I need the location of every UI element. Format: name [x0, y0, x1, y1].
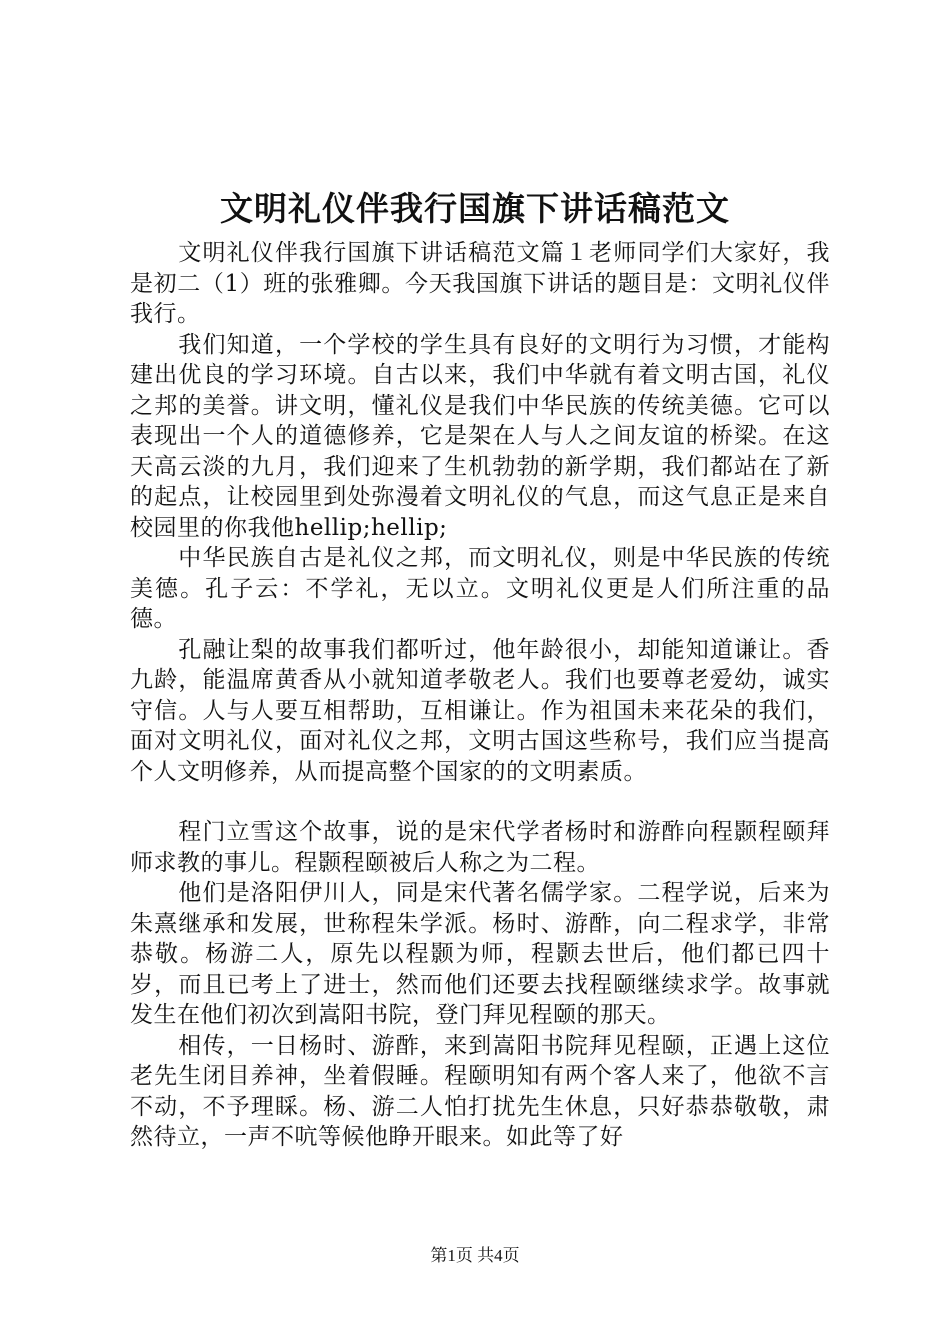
- paragraph: 中华民族自古是礼仪之邦，而文明礼仪，则是中华民族的传统美德。孔子云：不学礼，无以立。文明礼仪更是人们所注重的品德。: [130, 545, 830, 632]
- document-title: 文明礼仪伴我行国旗下讲话稿范文: [220, 189, 730, 228]
- paragraph: 相传，一日杨时、游酢，来到嵩阳书院拜见程颐，正遇上这位老先生闭目养神，坐着假睡。程颐明知有两个客人来了，他欲不言不动，不予理睬。杨、游二人怕打扰先生休息，只好恭恭敬敬，肃然待立，一声不吭等候他睁开眼来。如此等了好: [130, 1032, 830, 1150]
- paragraph: 文明礼仪伴我行国旗下讲话稿范文篇１老师同学们大家好，我是初二（1）班的张雅卿。今天我国旗下讲话的题目是：文明礼仪伴我行。: [130, 240, 830, 327]
- document-body: [130, 238, 830, 1153]
- page-number-footer: 第1页 共4页: [430, 1246, 520, 1265]
- paragraph: 孔融让梨的故事我们都听过，他年龄很小，却能知道谦让。香九龄，能温席黄香从小就知道孝敬老人。我们也要尊老爱幼，诚实守信。人与人要互相帮助，互相谦让。作为祖国未来花朵的我们，面对文明礼仪，面对礼仪之邦，文明古国这些称号，我们应当提高个人文明修养，从而提高整个国家的的文明素质。: [130, 636, 830, 785]
- paragraph: 他们是洛阳伊川人，同是宋代著名儒学家。二程学说，后来为朱熹继承和发展，世称程朱学派。杨时、游酢，向二程求学，非常恭敬。杨游二人，原先以程颢为师，程颢去世后，他们都已四十岁，而且已考上了进士，然而他们还要去找程颐继续求学。故事就发生在他们初次到嵩阳书院，登门拜见程颐的那天。: [130, 880, 830, 1028]
- paragraph: 我们知道，一个学校的学生具有良好的文明行为习惯，才能构建出优良的学习环境。自古以来，我们中华就有着文明古国，礼仪之邦的美誉。讲文明，懂礼仪是我们中华民族的传统美德。它可以表现出一个人的道德修养，它是架在人与人之间友谊的桥梁。在这天高云淡的九月，我们迎来了生机勃勃的新学期，我们都站在了新的起点，让校园里到处弥漫着文明礼仪的气息，而这气息正是来自校园里的你我他hellip;hellip;: [130, 331, 830, 541]
- paragraph: 程门立雪这个故事，说的是宋代学者杨时和游酢向程颢程颐拜师求教的事儿。程颢程颐被后人称之为二程。: [130, 819, 830, 876]
